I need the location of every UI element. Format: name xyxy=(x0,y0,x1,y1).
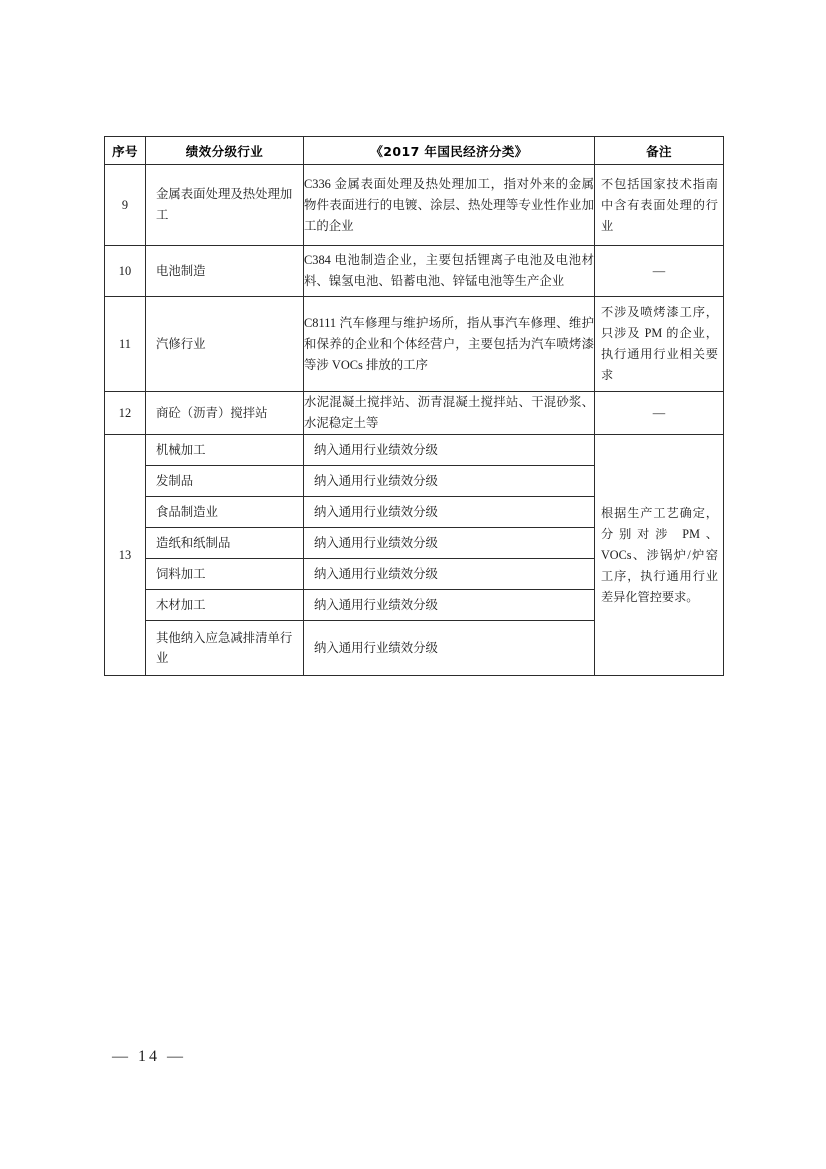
row-industry: 机械加工 xyxy=(146,435,304,466)
row-seq: 11 xyxy=(105,297,146,392)
row-industry: 汽修行业 xyxy=(146,297,304,392)
row-note: — xyxy=(595,392,724,435)
row-seq: 10 xyxy=(105,246,146,297)
row-classification: 纳入通用行业绩效分级 xyxy=(304,466,595,497)
row-classification: C384 电池制造企业，主要包括锂离子电池及电池材料、镍氢电池、铅蓄电池、锌锰电池等生产企业 xyxy=(304,246,595,297)
row-industry: 商砼（沥青）搅拌站 xyxy=(146,392,304,435)
row-classification: 纳入通用行业绩效分级 xyxy=(304,621,595,676)
row-note: — xyxy=(595,246,724,297)
row-classification: 水泥混凝土搅拌站、沥青混凝土搅拌站、干混砂浆、水泥稳定土等 xyxy=(304,392,595,435)
row-industry: 其他纳入应急减排清单行业 xyxy=(146,621,304,676)
group-row-note: 根据生产工艺确定，分别对涉 PM、VOCs、涉锅炉/炉窑工序，执行通用行业差异化管控要求。 xyxy=(595,435,724,676)
row-industry: 木材加工 xyxy=(146,590,304,621)
row-seq: 12 xyxy=(105,392,146,435)
row-industry: 造纸和纸制品 xyxy=(146,528,304,559)
table-header-row xyxy=(105,137,724,165)
row-classification: 纳入通用行业绩效分级 xyxy=(304,590,595,621)
header-cell-note: 备注 xyxy=(595,137,724,165)
page-number: — 14 — xyxy=(112,1048,186,1065)
row-note: 不包括国家技术指南中含有表面处理的行业 xyxy=(595,165,724,246)
row-classification: 纳入通用行业绩效分级 xyxy=(304,497,595,528)
header-cell-industry: 绩效分级行业 xyxy=(146,137,304,165)
row-classification: C8111 汽车修理与维护场所，指从事汽车修理、维护和保养的企业和个体经营户，主要包括为汽车喷烤漆等涉 VOCs 排放的工序 xyxy=(304,297,595,392)
row-classification: 纳入通用行业绩效分级 xyxy=(304,435,595,466)
table-row xyxy=(105,297,724,392)
header-cell-classification: 《2017 年国民经济分类》 xyxy=(304,137,595,165)
row-classification: 纳入通用行业绩效分级 xyxy=(304,528,595,559)
industry-classification-table xyxy=(104,136,724,676)
row-industry: 金属表面处理及热处理加工 xyxy=(146,165,304,246)
row-seq: 9 xyxy=(105,165,146,246)
table-row xyxy=(105,392,724,435)
table-row xyxy=(105,165,724,246)
group-row-seq: 13 xyxy=(105,435,146,676)
header-cell-seq: 序号 xyxy=(105,137,146,165)
row-industry: 食品制造业 xyxy=(146,497,304,528)
row-classification: 纳入通用行业绩效分级 xyxy=(304,559,595,590)
row-classification: C336 金属表面处理及热处理加工，指对外来的金属物件表面进行的电镀、涂层、热处理等专业性作业加工的企业 xyxy=(304,165,595,246)
row-industry: 电池制造 xyxy=(146,246,304,297)
row-note: 不涉及喷烤漆工序，只涉及 PM 的企业，执行通用行业相关要求 xyxy=(595,297,724,392)
table-row xyxy=(105,246,724,297)
table-row xyxy=(105,435,724,466)
row-industry: 发制品 xyxy=(146,466,304,497)
row-industry: 饲料加工 xyxy=(146,559,304,590)
